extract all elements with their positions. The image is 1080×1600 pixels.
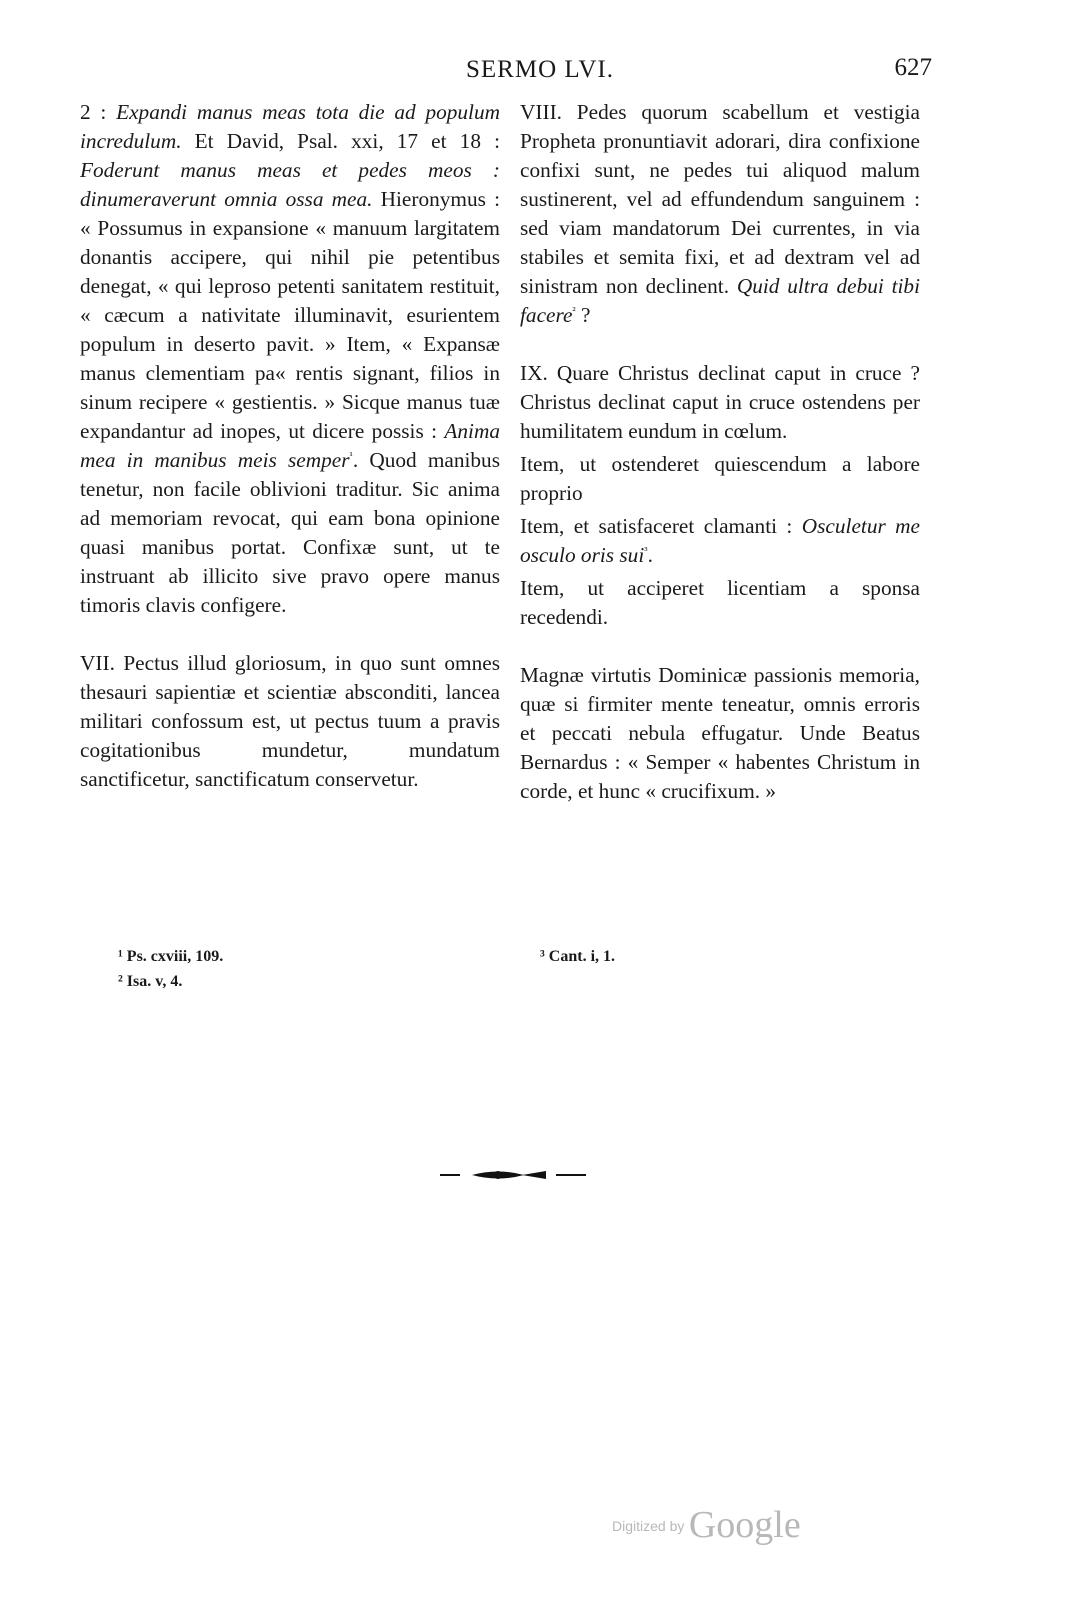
paragraph-section-vii: VII. Pectus illud gloriosum, in quo sunt omnes thesauri sapientiæ et scientiæ absconditi, lancea militari confossum est, ut pectus tuum a pravis cogitationibus mundetur, mundatum sanctificetur, sanctificatum conservetur.: [80, 651, 500, 791]
paragraph-item-3: Item, ut acciperet licentiam a sponsa recedendi.: [520, 576, 920, 629]
watermark-prefix: Digitized by: [612, 1518, 685, 1534]
footnotes-left: [118, 944, 223, 994]
italic-quote: Anima mea in manibus meis semper: [80, 419, 500, 472]
paragraph-item-2: [520, 512, 920, 570]
italic-quote: Osculetur me osculo oris sui: [520, 514, 920, 567]
digitized-watermark: [612, 1503, 801, 1547]
right-column: [520, 98, 920, 806]
italic-quote: Quid ultra debui tibi facere: [520, 274, 920, 327]
paragraph-psalm-quote: [80, 98, 500, 620]
text-run: Item, et satisfaceret clamanti :: [520, 514, 802, 538]
footnote: ² Isa. v, 4.: [118, 973, 183, 990]
footnote-marker: ¹: [349, 449, 353, 462]
paragraph-section-viii: [520, 98, 920, 330]
text-run: VIII. Pedes quorum scabellum et vestigia Propheta pronuntiavit adorari, dira confixione confixi sunt, ne pedes tui aliquod malum sustinerent, vel ad effundendum sanguinem : sed viam mandatorum Dei currentes, in via stabiles et semita fixi, et ad dextram vel ad sinistram non declinent.: [520, 100, 920, 298]
footnote-marker: ²: [572, 304, 576, 317]
footnote: ¹ Ps. cxviii, 109.: [118, 948, 224, 965]
text-run: .: [647, 543, 653, 567]
left-column: [80, 98, 500, 794]
text-run: Et David, Psal. xxi, 17 et 18 :: [181, 129, 500, 153]
end-ornament: [438, 1165, 588, 1185]
italic-quote: Expandi manus meas tota die ad populum incredulum.: [80, 100, 500, 153]
footnotes-right: [540, 944, 615, 969]
italic-quote: Foderunt manus meas et pedes meos : dinumeraverunt omnia ossa mea.: [80, 158, 500, 211]
paragraph-section-ix: IX. Quare Christus declinat caput in cruce ? Christus declinat caput in cruce ostendens per humilitatem eundum in cœlum.: [520, 361, 920, 443]
paragraph-item-1: Item, ut ostenderet quiescendum a labore proprio: [520, 452, 920, 505]
footnote: ³ Cant. i, 1.: [540, 948, 616, 965]
paragraph-conclusion: Magnæ virtutis Dominicæ passionis memoria, quæ si firmiter mente teneatur, omnis erroris et peccati nebula effugatur. Unde Beatus Bernardus : « Semper « habentes Christum in corde, et hunc « crucifixum. »: [520, 663, 920, 803]
footnote-marker: ³: [644, 544, 648, 557]
text-run: . Quod manibus tenetur, non facile oblivioni traditur. Sic anima ad memoriam revocat, qui eam bona opinione quasi manibus portat. Confixæ sunt, ut te instruant ab illicito sive pravo opere manus timoris clavis configere.: [80, 448, 500, 617]
page-number: 627: [894, 54, 932, 81]
text-run: Hieronymus : « Possumus in expansione « manuum largitatem donantis accipere, qui nihil pie petentibus denegat, « qui leproso petenti sanitatem restituit, « cæcum a nativitate illuminavit, esurientem populum in deserto pavit. » Item, « Expansæ manus clementiam pa« rentis signant, filios in sinum recipere « gestientis. » Sicque manus tuæ expandantur ad inopes, ut dicere possis :: [80, 187, 500, 443]
text-run: ?: [575, 303, 591, 327]
text-run: 2 :: [80, 100, 117, 124]
running-title: SERMO LVI.: [466, 56, 614, 83]
watermark-brand: Google: [688, 1504, 801, 1546]
